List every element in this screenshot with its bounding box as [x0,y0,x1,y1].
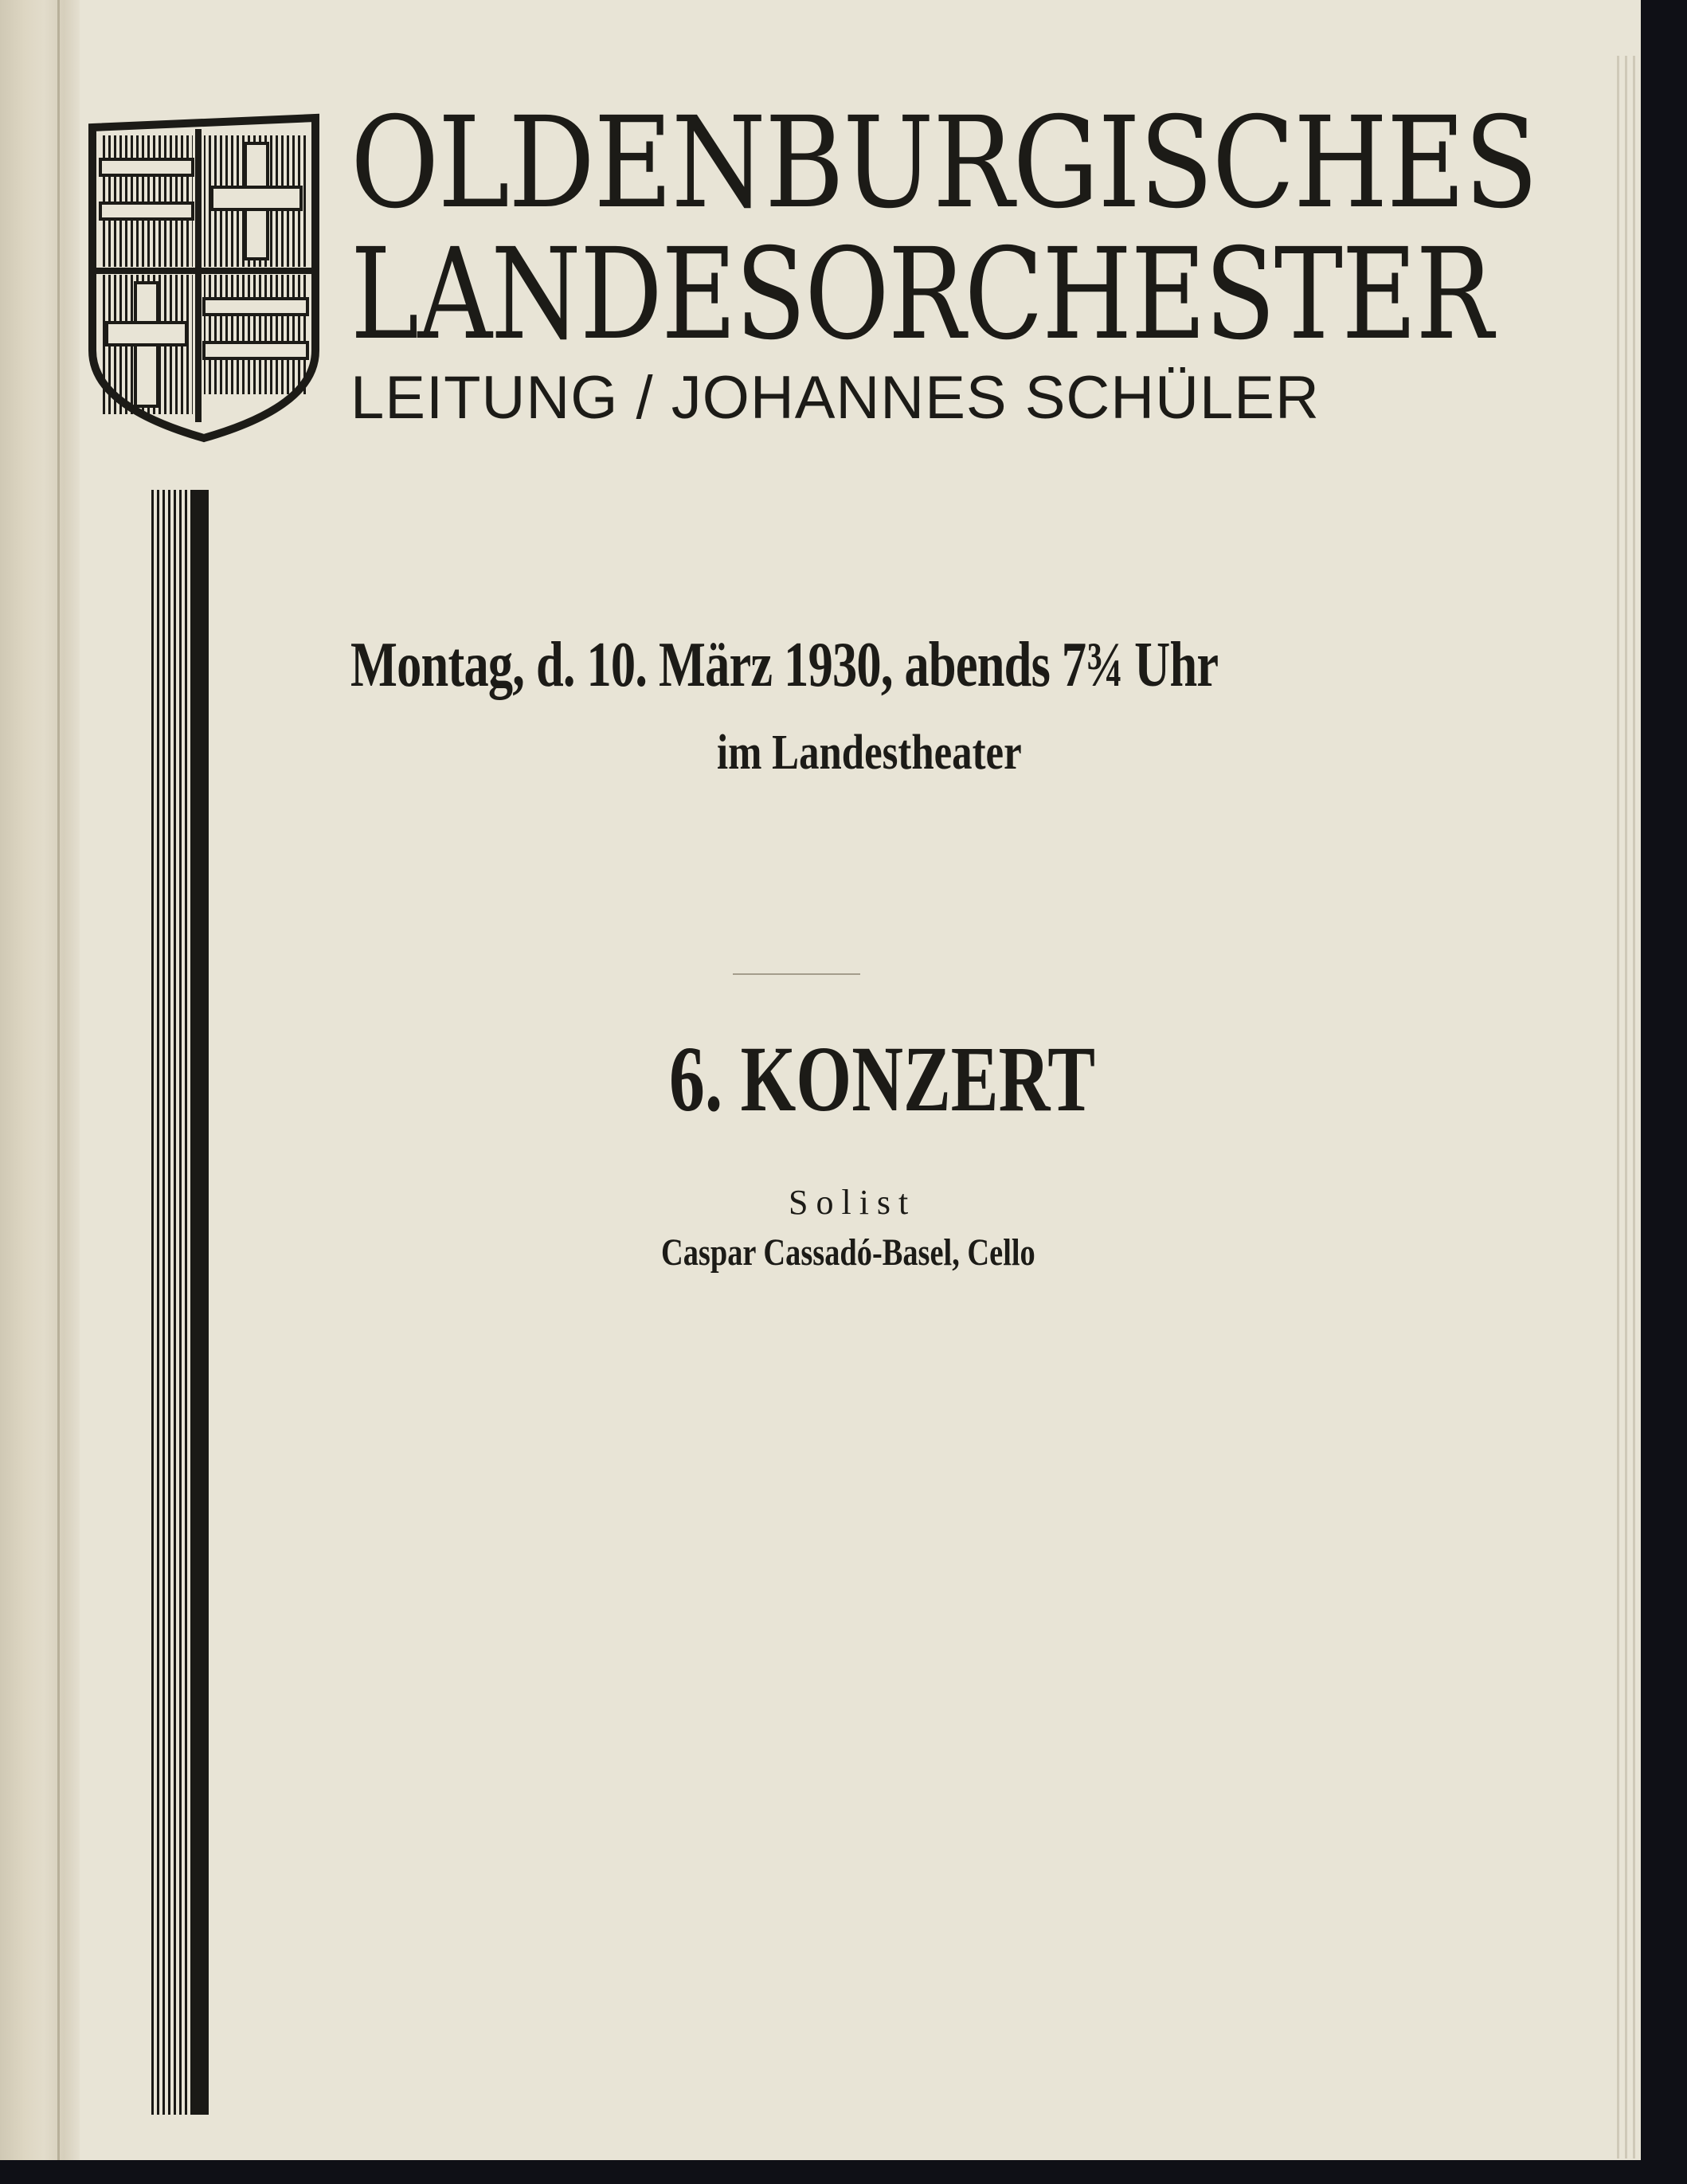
page-edge [1617,56,1619,2159]
event-venue: im Landestheater [717,726,1022,780]
scan-background-bottom [0,2160,1687,2184]
concert-title: 6. KONZERT [669,1027,1096,1131]
page-edge [1633,56,1635,2159]
solist-label: Solist [789,1183,917,1222]
spine-fold [57,0,60,2184]
orchestra-name-line-1: OLDENBURGISCHES [350,90,1537,237]
coat-of-arms-icon [86,112,322,446]
event-date-time: Montag, d. 10. März 1930, abends 7¾ Uhr [350,630,1219,700]
book-spine [0,0,80,2184]
page-edge [1625,56,1627,2159]
section-divider [733,973,860,975]
conductor-line: LEITUNG / JOHANNES SCHÜLER [350,364,1320,432]
scan-background-right [1641,0,1687,2184]
orchestra-name-line-2: LANDESORCHESTER [350,221,1493,368]
vertical-rule-solid [193,490,209,2115]
solist-name: Caspar Cassadó-Basel, Cello [661,1231,1035,1274]
